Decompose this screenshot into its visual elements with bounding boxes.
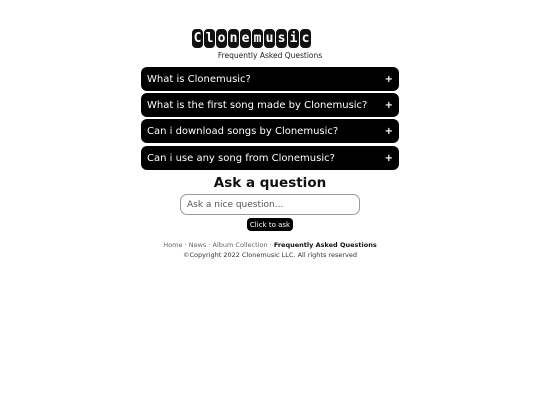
ask-button[interactable]: Click to ask	[247, 218, 293, 231]
copyright-text: ©Copyright 2022 Clonemusic LLC. All rights reserved	[183, 251, 357, 259]
breadcrumb-separator: ·	[184, 241, 187, 249]
breadcrumb-separator: ·	[269, 241, 272, 249]
breadcrumb-news[interactable]: News	[188, 241, 207, 249]
plus-icon[interactable]: +	[384, 99, 393, 111]
faq-item[interactable]	[141, 67, 399, 91]
logo-letter: l	[205, 31, 214, 46]
faq-question: What is Clonemusic?	[147, 73, 251, 85]
breadcrumb	[0, 241, 540, 249]
logo-letter: e	[241, 31, 250, 46]
breadcrumb-album-collection[interactable]: Album Collection	[212, 241, 268, 249]
plus-icon[interactable]: +	[384, 152, 393, 164]
question-input[interactable]	[180, 194, 360, 215]
plus-icon[interactable]: +	[384, 73, 393, 85]
plus-icon[interactable]: +	[384, 125, 393, 137]
logo-letter: u	[265, 31, 274, 46]
faq-question: Can i download songs by Clonemusic?	[147, 125, 339, 137]
ask-question-heading: Ask a question	[213, 175, 327, 191]
site-logo[interactable]	[192, 29, 311, 48]
page-subtitle: Frequently Asked Questions	[217, 51, 323, 60]
breadcrumb-current: Frequently Asked Questions	[273, 241, 377, 249]
logo-letter: m	[253, 31, 262, 46]
faq-item[interactable]	[141, 146, 399, 170]
logo-letter: n	[229, 31, 238, 46]
faq-item[interactable]	[141, 93, 399, 117]
logo-letter: o	[217, 31, 226, 46]
logo-letter: i	[289, 31, 298, 46]
breadcrumb-home[interactable]: Home	[163, 241, 183, 249]
logo-letter: s	[277, 31, 286, 46]
logo-letter: C	[193, 31, 202, 46]
faq-question: What is the first song made by Clonemusic?	[147, 99, 368, 111]
faq-item[interactable]	[141, 119, 399, 143]
faq-question: Can i use any song from Clonemusic?	[147, 152, 335, 164]
breadcrumb-separator: ·	[208, 241, 211, 249]
logo-letter: c	[301, 31, 310, 46]
